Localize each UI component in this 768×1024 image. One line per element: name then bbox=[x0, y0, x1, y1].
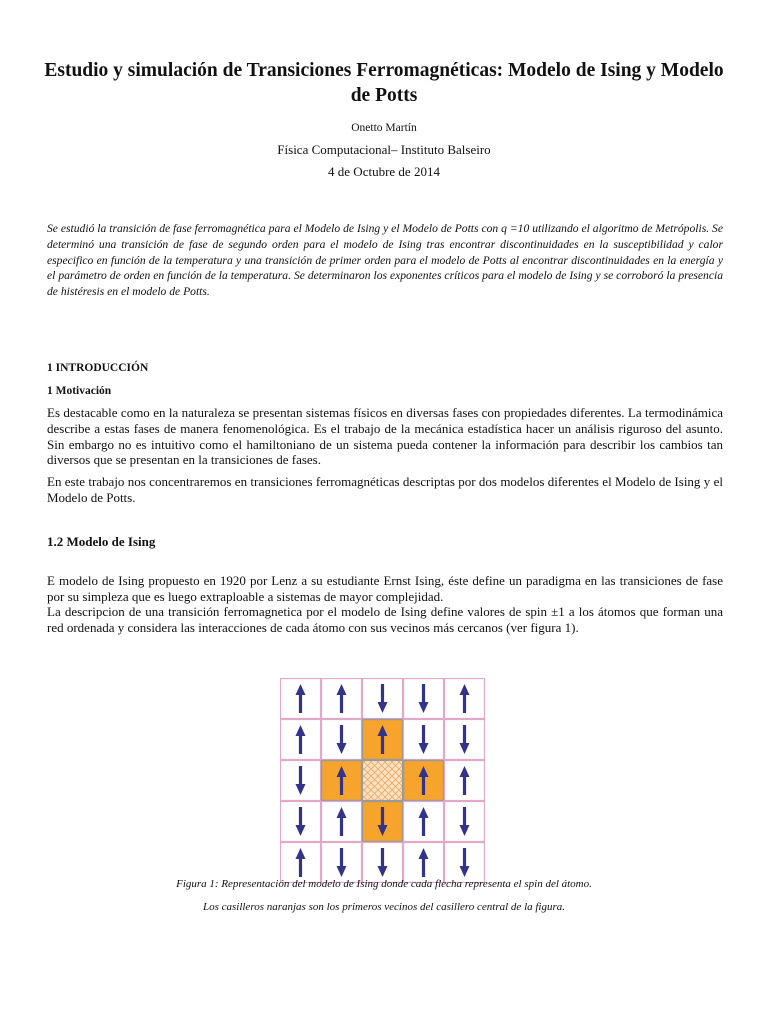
ising-lattice-figure bbox=[280, 678, 485, 883]
paragraph-ising-2: La descripcion de una transición ferromagnetica por el modelo de Ising define valores de spin ±1 a los átomos que forman una red ordenada y considera las interacciones de cada átomo con sus vecinos más cercanos (ver figura 1). bbox=[47, 604, 723, 635]
section-heading-introduccion: 1 INTRODUCCIÓN bbox=[47, 362, 149, 374]
publication-date: 4 de Octubre de 2014 bbox=[328, 164, 440, 179]
figure-caption-line-1: Figura 1: Representación del modelo de Ising donde cada flecha representa el spin del átomo. bbox=[176, 878, 592, 890]
affiliation: Física Computacional– Instituto Balseiro bbox=[277, 142, 491, 157]
figure-caption-line-2: Los casilleros naranjas son los primeros vecinos del casillero central de la figura. bbox=[202, 901, 566, 913]
author-name: Onetto Martín bbox=[351, 122, 417, 134]
subsection-heading-ising: 1.2 Modelo de Ising bbox=[47, 534, 156, 549]
paragraph-ising-1: E modelo de Ising propuesto en 1920 por Lenz a su estudiante Ernst Ising, éste define un paradigma en las transiciones de fase por su simpleza que es luego extraploable a sistemas de mayor complejidad. bbox=[47, 573, 723, 604]
paragraph-motivacion-2: En este trabajo nos concentraremos en transiciones ferromagnéticas descriptas por dos modelos diferentes el Modelo de Ising y el Modelo de Potts. bbox=[47, 474, 723, 505]
lattice-cell-center bbox=[363, 761, 403, 801]
paragraph-motivacion-1: Es destacable como en la naturaleza se presentan sistemas físicos en diversas fases con propiedades diferentes. La termodinámica describe a estas fases de manera fenomenológica. Es el trabajo de la mecánica estadística hacer un análisis riguroso del asunto. Sin embargo no es intuitivo como el hamiltoniano de un sistema pueda contener la información para describir los cambios tan diversos que se presentan en la transiciones de fases. bbox=[47, 405, 723, 468]
subsection-heading-motivacion: 1 Motivación bbox=[47, 385, 112, 397]
abstract: Se estudió la transición de fase ferromagnética para el Modelo de Ising y el Modelo de Potts con q =10 utilizando el algoritmo de Metrópolis. Se determinó una transición de fase de segundo orden para el modelo de Ising tras encontrar discontinuidades en la susceptibilidad y calor especifico en función de la temperatura y una transición de primer orden para el modelo de Potts al encontrar discontinuidades en la energía y el parámetro de orden en función de la temperatura. Se determinaron los exponentes críticos para el modelo de Ising y se corroboró la presencia de histéresis en el modelo de Potts. bbox=[47, 222, 723, 299]
paper-title: Estudio y simulación de Transiciones Ferromagnéticas: Modelo de Ising y Modelo de Potts bbox=[44, 60, 724, 106]
